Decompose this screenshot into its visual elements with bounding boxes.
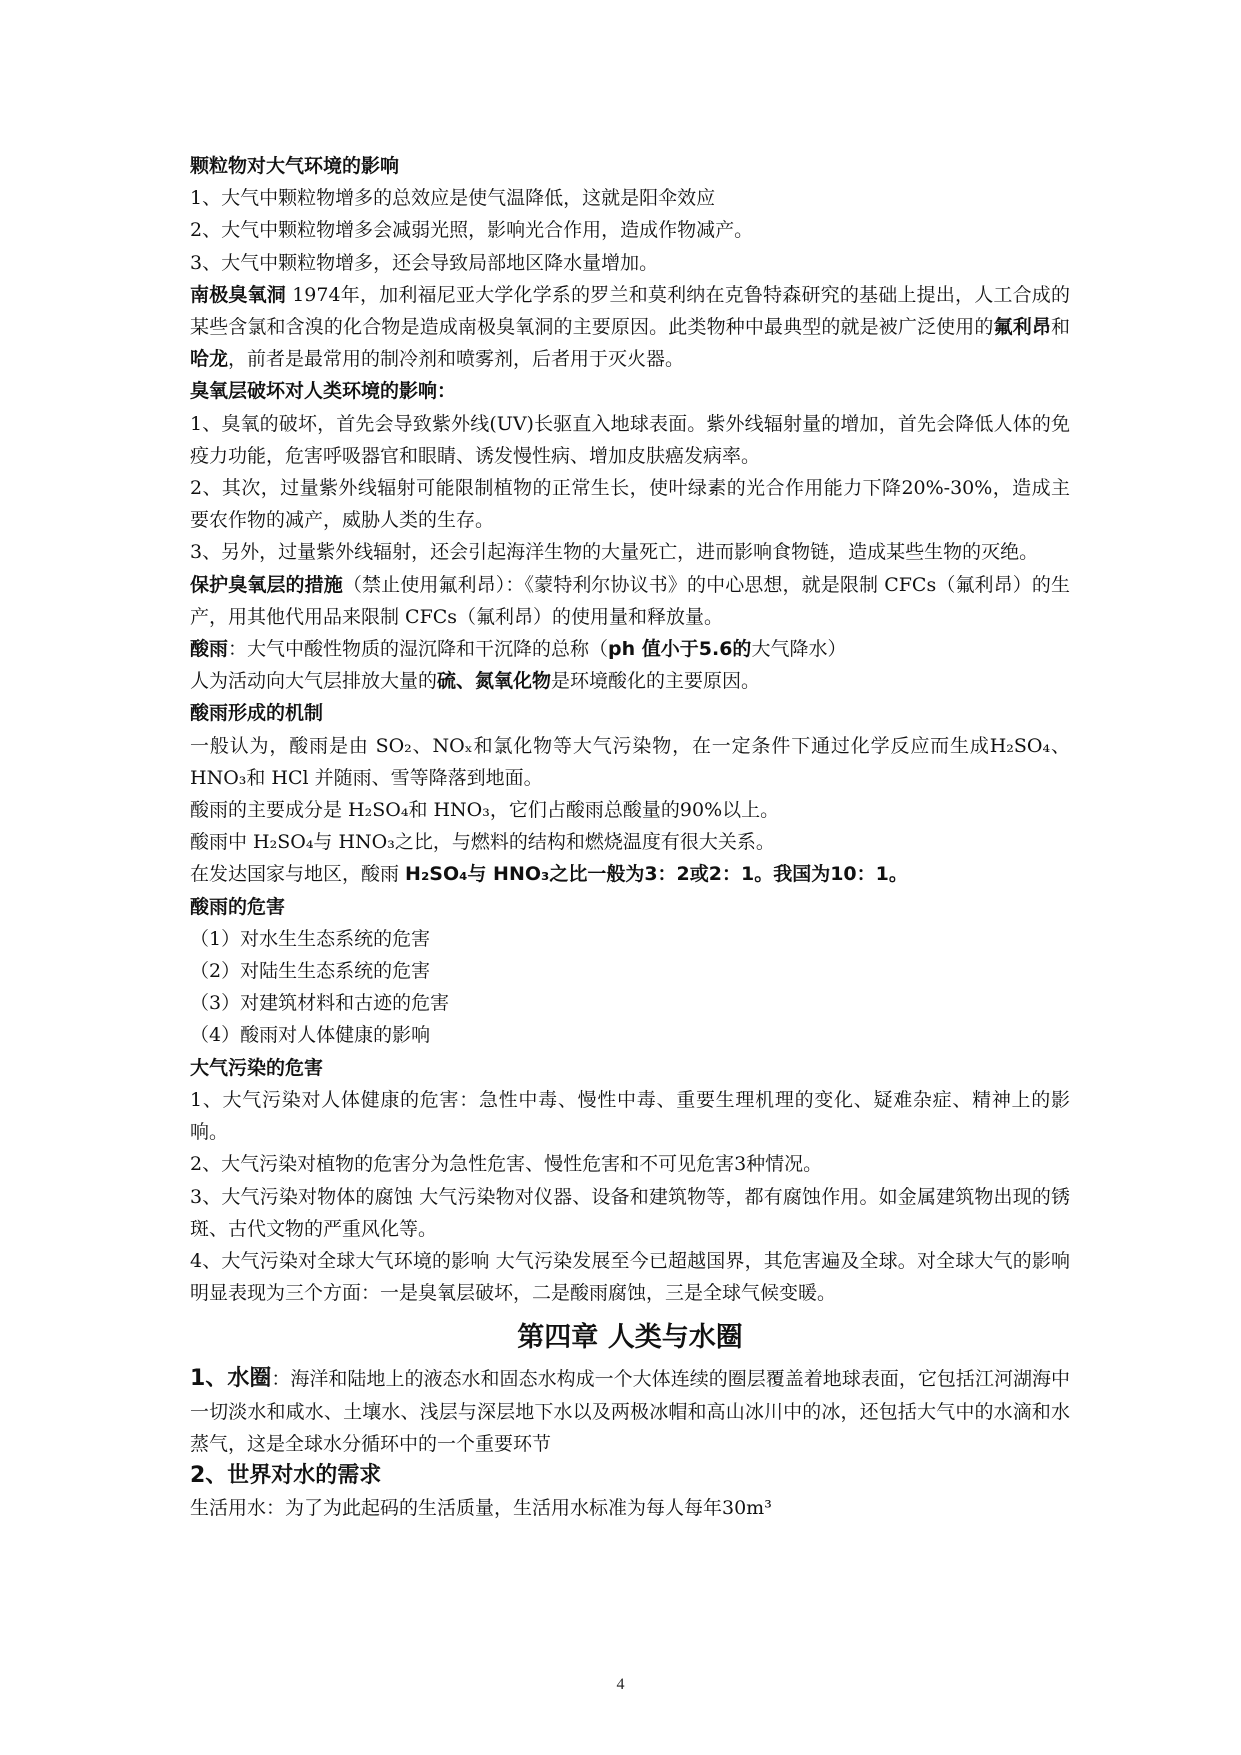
- mechanism-p2-e: 以上。: [722, 799, 780, 822]
- section-title-ozone-damage: 臭氧层破坏对人类环境的影响：: [190, 380, 457, 403]
- acid-rain-text-a: ：大气中酸性物质的湿沉降和干沉降的总称（: [228, 638, 609, 661]
- pollution-item-4: 4、大气污染对全球大气环境的影响 大气污染发展至今已超越国界，其危害遍及全球。对全球大气的影响明显表现为三个方面：一是臭氧层破坏，二是酸雨腐蚀，三是全球气候变暖。: [190, 1249, 1070, 1305]
- particles-item-2: 2、大气中颗粒物增多会减弱光照，影响光合作用，造成作物减产。: [190, 219, 754, 242]
- acid-rain-title: 酸雨: [190, 638, 229, 661]
- harm-item-3: （3）对建筑材料和古迹的危害: [190, 992, 450, 1015]
- acid-rain-paragraph: [190, 633, 1070, 665]
- pollution-item-3: 3、大气污染对物体的腐蚀 大气污染物对仪器、设备和建筑物等，都有腐蚀作用。如金属建筑物出现的锈斑、古代文物的严重风化等。: [190, 1185, 1070, 1240]
- section-title-pollution: 大气污染的危害: [190, 1056, 324, 1079]
- particles-item-3: 3、大气中颗粒物增多，还会导致局部地区降水量增加。: [190, 251, 659, 274]
- mechanism-p2-c: ，它们占酸雨总酸量的: [489, 799, 680, 822]
- mechanism-p2-d: 90%: [679, 799, 723, 822]
- harm-item-2: （2）对陆生生态系统的危害: [190, 960, 431, 983]
- halon-term: 哈龙: [190, 348, 229, 371]
- acid-rain-cause-bold: 硫、氮氧化物: [437, 670, 552, 693]
- mechanism-p1-e: 并随雨、雪等降落到地面。: [308, 766, 543, 789]
- ozone-hole-text-b: 和: [1050, 316, 1070, 339]
- ozone-damage-item-1: 1、臭氧的破坏，首先会导致紫外线(UV)长驱直入地球表面。紫外线辐射量的增加，首先会降低人体的免疫力功能，危害呼吸器官和眼睛、诱发慢性病、增加皮肤癌发病率。: [190, 412, 1070, 467]
- chapter-title: 第四章 人类与水圈: [517, 1322, 743, 1354]
- mechanism-p2-a: 酸雨的主要成分是: [190, 799, 349, 822]
- document-page: [190, 150, 1070, 1524]
- particles-item-1: 1、大气中颗粒物增多的总效应是使气温降低，这就是阳伞效应: [190, 187, 716, 210]
- hydrosphere-title: 1、水圈: [190, 1366, 272, 1392]
- ozone-hole-text-a: 1974年，加利福尼亚大学化学系的罗兰和莫利纳在克鲁特森研究的基础上提出，人工合成的某些含氯和含溴的化合物是造成南极臭氧洞的主要原因。此类物种中最典型的就是被广泛使用的: [190, 283, 1070, 339]
- pollution-item-2: 2、大气污染对植物的危害分为急性危害、慢性危害和不可见危害3种情况。: [190, 1153, 823, 1176]
- protect-title: 保护臭氧层的措施: [190, 573, 343, 596]
- ozone-damage-item-3: 3、另外，过量紫外线辐射，还会引起海洋生物的大量死亡，进而影响食物链，造成某些生物的灭绝。: [190, 541, 1039, 564]
- mechanism-p3: 酸雨中 H₂SO₄与 HNO₃之比，与燃料的结构和燃烧温度有很大关系。: [190, 831, 775, 854]
- section-title-mechanism: 酸雨形成的机制: [190, 702, 324, 725]
- harm-item-1: （1）对水生生态系统的危害: [190, 927, 431, 950]
- acid-rain-ph: ph 值小于5.6的: [608, 638, 752, 661]
- hydrosphere-text: ：海洋和陆地上的液态水和固态水构成一个大体连续的圈层覆盖着地球表面，它包括江河湖海中一切淡水和咸水、土壤水、浅层与深层地下水以及两极冰帽和高山冰川中的冰，还包括大气中的水滴和水蒸气，这是全球水分循环中的一个重要环节: [190, 1368, 1070, 1455]
- ozone-hole-paragraph: [190, 279, 1070, 376]
- ozone-damage-item-2: 2、其次，过量紫外线辐射可能限制植物的正常生长，使叶绿素的光合作用能力下降20%-30%，造成主要农作物的减产，威胁人类的生存。: [190, 477, 1070, 532]
- section-title-particles: 颗粒物对大气环境的影响: [190, 155, 400, 177]
- acid-rain-cause-b: 是环境酸化的主要原因。: [551, 670, 761, 693]
- acid-rain-cause: [190, 665, 1070, 697]
- ozone-hole-title: 南极臭氧洞: [190, 283, 286, 306]
- pollution-item-1: 1、大气污染对人体健康的危害：急性中毒、慢性中毒、重要生理机理的变化、疑难杂症、精神上的影响。: [190, 1088, 1070, 1144]
- mechanism-p2-b: H₂SO₄和 HNO₃: [348, 799, 490, 822]
- ozone-hole-text-c: ，前者是最常用的制冷剂和喷雾剂，后者用于灭火器。: [228, 348, 685, 371]
- mechanism-p4: [190, 858, 1070, 890]
- freon-term: 氟利昂: [993, 316, 1051, 339]
- acid-rain-cause-a: 人为活动向大气层排放大量的: [190, 670, 438, 693]
- water-demand-text: 生活用水：为了为此起码的生活质量，生活用水标准为每人每年30m³: [190, 1497, 772, 1520]
- section-title-harm: 酸雨的危害: [190, 895, 286, 918]
- mechanism-p1: [190, 730, 1070, 794]
- mechanism-p1-b: SO₂、NOₓ: [375, 734, 473, 757]
- mechanism-p2: [190, 794, 1070, 826]
- mechanism-p1-a: 一般认为，酸雨是由: [190, 734, 376, 757]
- hydrosphere-paragraph: [190, 1363, 1070, 1460]
- mechanism-p1-d: H₂SO₄、HNO₃和 HCl: [190, 734, 1070, 789]
- mechanism-p4-a: 在发达国家与地区，酸雨: [190, 863, 406, 886]
- page-number: 4: [616, 1676, 625, 1693]
- mechanism-p4-b: H₂SO₄与 HNO₃之比一般为3：2或2：1。我国为10：1。: [405, 863, 908, 886]
- acid-rain-text-b: 大气降水）: [751, 638, 847, 661]
- water-demand-title: 2、世界对水的需求: [190, 1462, 382, 1488]
- protect-text: （禁止使用氟利昂）：《蒙特利尔协议书》的中心思想，就是限制 CFCs（氟利昂）的生产，用其他代用品来限制 CFCs（氟利昂）的使用量和释放量。: [190, 573, 1070, 628]
- protect-paragraph: [190, 569, 1070, 633]
- harm-item-4: （4）酸雨对人体健康的影响: [190, 1024, 431, 1047]
- mechanism-p1-c: 和氯化物等大气污染物，在一定条件下通过化学反应而生成: [472, 734, 990, 757]
